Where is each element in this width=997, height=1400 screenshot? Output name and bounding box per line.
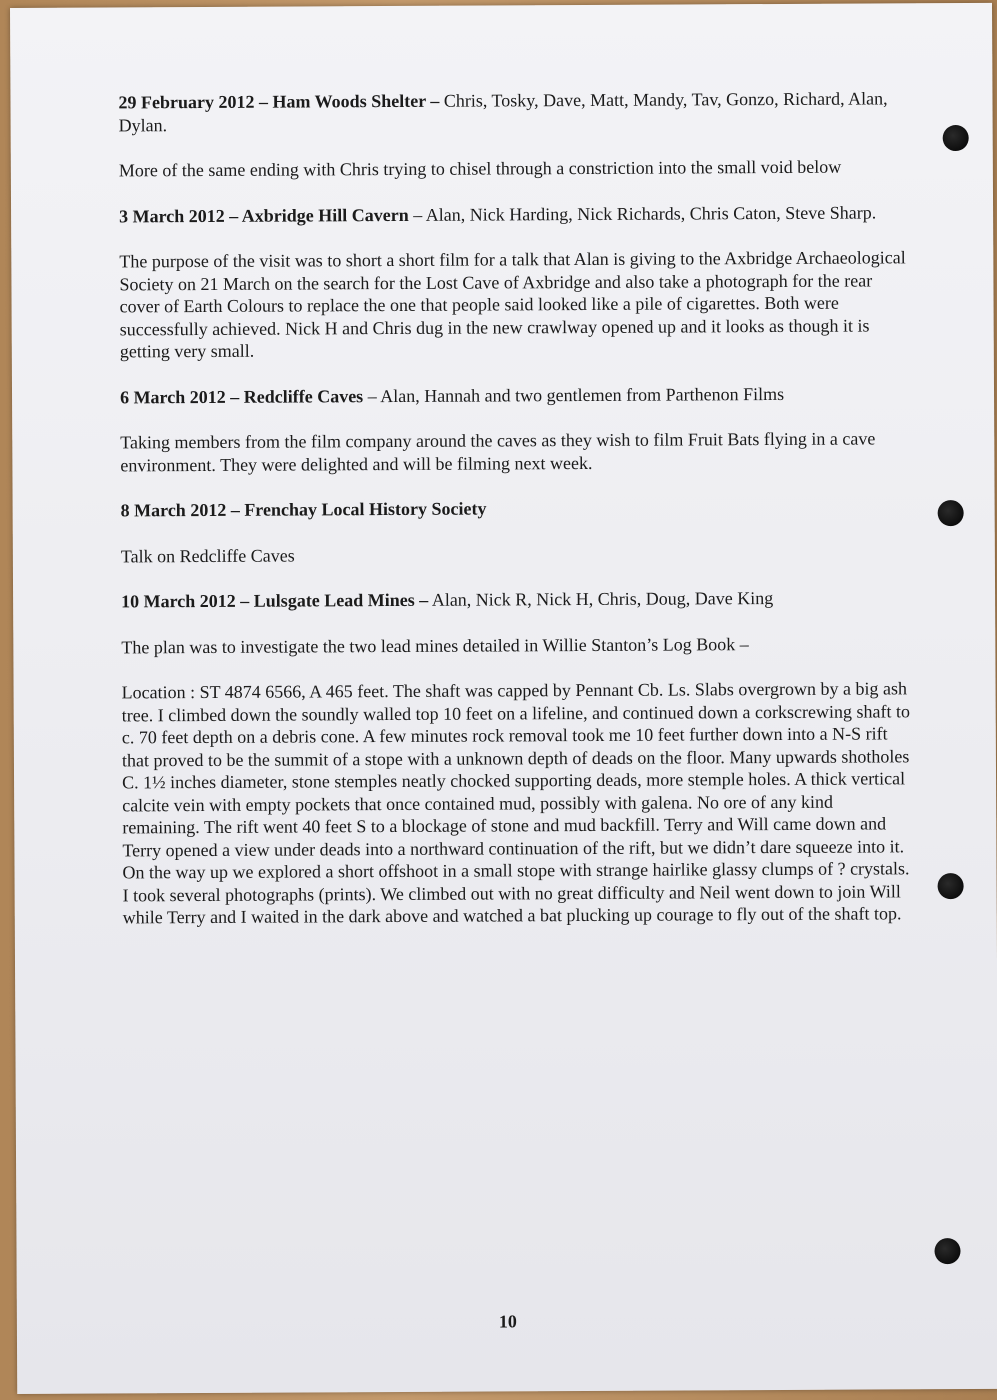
entry-text: The purpose of the visit was to short a short film for a talk that Alan is giving to the Axbridge Archaeological Society on 21 March on the search for the Lost Cave of Axbridge and also take a photograph for the rear cover of Earth Colours to replace the one that people said looked like a pile of cigarettes. Both were successfully achieved. Nick H and Chris dug in the new crawlway opened up and it looks as though it is getting very small. xyxy=(119,247,906,362)
punch-hole-icon xyxy=(943,125,969,151)
entry-heading xyxy=(119,201,909,228)
entry-text-log-quote: Location : ST 4874 6566, A 465 feet. The shaft was capped by Pennant Cb. Ls. Slabs overgrown by a big ash tree. I climbed down the soundly walled top 10 feet on a lifeline, and continued down a corkscrewing shaft to c. 70 feet depth on a debris cone. A few minutes rock removal took me 10 feet further down into a N-S rift that proved to be the summit of a stope with a unknown depth of deads on the floor. Many upwards shotholes C. 1½ inches diameter, stone stemples neatly chocked supporting deads, more stemple holes. A thick vertical calcite vein with empty pockets that once contained mud, possibly with galena. No ore of any kind remaining. The rift went 40 feet S to a blockage of stone and mud backfill. Terry and Will came down and Terry opened a view under deads into a northward continuation of the rift, but we didn’t dare squeeze into it. On the way up we explored a short offshoot in a small stope with strange hairlike glassy clumps of ? crystals. I took several photographs (prints). We climbed out with no great difficulty and Neil went down to join Will while Terry and I waited in the dark above and watched a bat plucking up courage to fly out of the shaft top. xyxy=(121,678,911,928)
entry-text: Talk on Redcliffe Caves xyxy=(120,545,295,566)
entry-heading xyxy=(121,495,911,522)
entry-heading xyxy=(121,586,911,613)
entry-attendees: – Alan, Hannah and two gentlemen from Parthenon Films xyxy=(363,383,785,406)
document-body xyxy=(118,87,912,952)
entry-heading xyxy=(120,382,910,409)
document-page xyxy=(10,3,997,1394)
entry-text: Taking members from the film company around the caves as they wish to film Fruit Bats flying in a cave environment. They were delighted and will be filming next week. xyxy=(120,428,876,475)
entry-title: 3 March 2012 – Axbridge Hill Cavern xyxy=(119,204,409,226)
entry-title: 29 February 2012 – Ham Woods Shelter – xyxy=(118,90,440,113)
page-number: 10 xyxy=(498,1311,517,1332)
entry-attendees: – Alan, Nick Harding, Nick Richards, Chris Caton, Steve Sharp. xyxy=(408,201,877,225)
punch-hole-icon xyxy=(938,500,964,526)
punch-hole-icon xyxy=(938,873,964,899)
entry-title: 8 March 2012 – Frenchay Local History Society xyxy=(120,498,487,521)
entry-heading xyxy=(118,87,908,136)
punch-hole-icon xyxy=(934,1238,960,1264)
entry-text: The plan was to investigate the two lead mines detailed in Willie Stanton’s Log Book – xyxy=(121,633,749,657)
entry-title: 6 March 2012 – Redcliffe Caves xyxy=(119,385,364,407)
entry-attendees: Alan, Nick R, Nick H, Chris, Doug, Dave King xyxy=(428,588,774,610)
entry-text: More of the same ending with Chris trying to chisel through a constriction into the small void below xyxy=(118,156,842,181)
entry-attendees: Chris, Tosky, Dave, Matt, Mandy, Tav, Gonzo, Richard, Alan, Dylan. xyxy=(118,88,888,135)
entry-title: 10 March 2012 – Lulsgate Lead Mines – xyxy=(121,589,429,612)
